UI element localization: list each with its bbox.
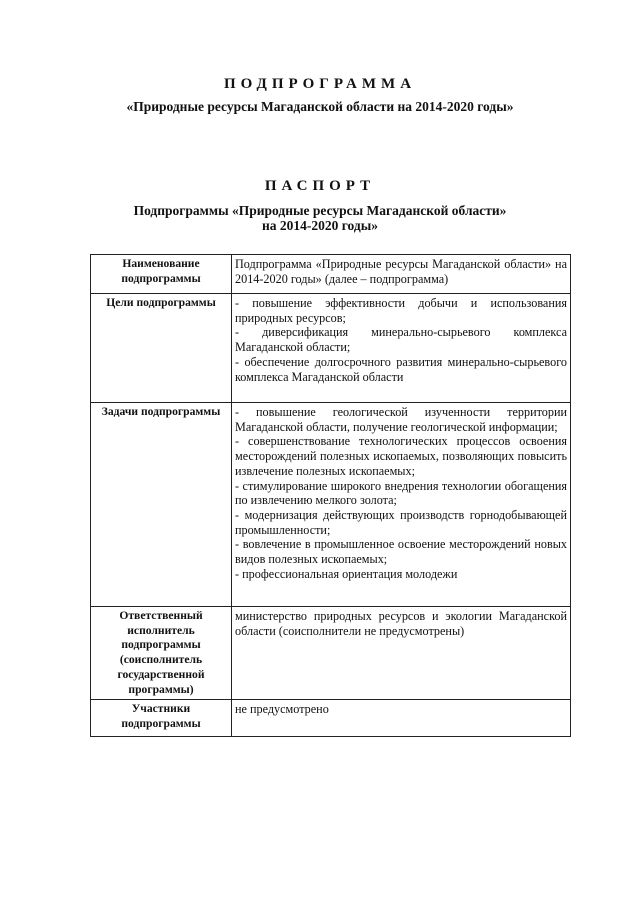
passport-title bbox=[0, 203, 640, 233]
table-row-executor bbox=[91, 607, 571, 700]
passport-heading: ПАСПОРТ bbox=[264, 178, 376, 194]
row-value bbox=[232, 255, 571, 294]
row-label: Участники подпрограммы bbox=[91, 700, 232, 737]
row-value bbox=[232, 607, 571, 700]
passport-table bbox=[90, 254, 571, 737]
value-line: - профессиональная ориентация молодежи bbox=[235, 566, 458, 581]
value-line: - повышение геологической изученности территории Магаданской области, получение геологической информации; bbox=[235, 405, 567, 434]
table-row-participants bbox=[91, 700, 571, 737]
row-label: Цели подпрограммы bbox=[91, 294, 232, 403]
value-line: - совершенствование технологических процессов освоения месторождений полезных ископаемых, позволяющих повысить извлечение полезных ископаемых; bbox=[235, 434, 567, 478]
table-row-goals bbox=[91, 294, 571, 403]
value-line: - модернизация действующих производств горнодобывающей промышленности; bbox=[235, 507, 567, 537]
value-line: не предусмотрено bbox=[235, 702, 329, 716]
row-value bbox=[232, 403, 571, 607]
value-line: - обеспечение долгосрочного развития минерально-сырьевого комплекса Магаданской области bbox=[235, 354, 567, 384]
value-line: Подпрограмма «Природные ресурсы Магаданской области» на 2014-2020 годы» (далее – подпрограмма) bbox=[235, 257, 567, 286]
passport-title-line-1: Подпрограммы «Природные ресурсы Магаданской области» bbox=[133, 203, 507, 218]
value-line: - вовлечение в промышленное освоение месторождений новых видов полезных ископаемых; bbox=[235, 537, 567, 567]
value-line: министерство природных ресурсов и экологии Магаданской области (соисполнители не предусмотрены) bbox=[235, 609, 567, 638]
subprogram-title: «Природные ресурсы Магаданской области на 2014-2020 годы» bbox=[126, 99, 514, 114]
row-label: Задачи подпрограммы bbox=[91, 403, 232, 607]
row-label: Ответственный исполнитель подпрограммы (соисполнитель государственной программы) bbox=[91, 607, 232, 700]
row-label: Наименование подпрограммы bbox=[91, 255, 232, 294]
table-row-tasks bbox=[91, 403, 571, 607]
value-line: - повышение эффективности добычи и использования природных ресурсов; bbox=[235, 296, 567, 325]
table-row-name bbox=[91, 255, 571, 294]
subprogram-heading: ПОДПРОГРАММА bbox=[223, 76, 417, 92]
row-value bbox=[232, 294, 571, 403]
row-value bbox=[232, 700, 571, 737]
value-line: - стимулирование широкого внедрения технологии обогащения по извлечению мелкого золота; bbox=[235, 478, 567, 508]
passport-title-line-2: на 2014-2020 годы» bbox=[261, 218, 379, 233]
value-line: - диверсификация минерально-сырьевого комплекса Магаданской области; bbox=[235, 325, 567, 355]
